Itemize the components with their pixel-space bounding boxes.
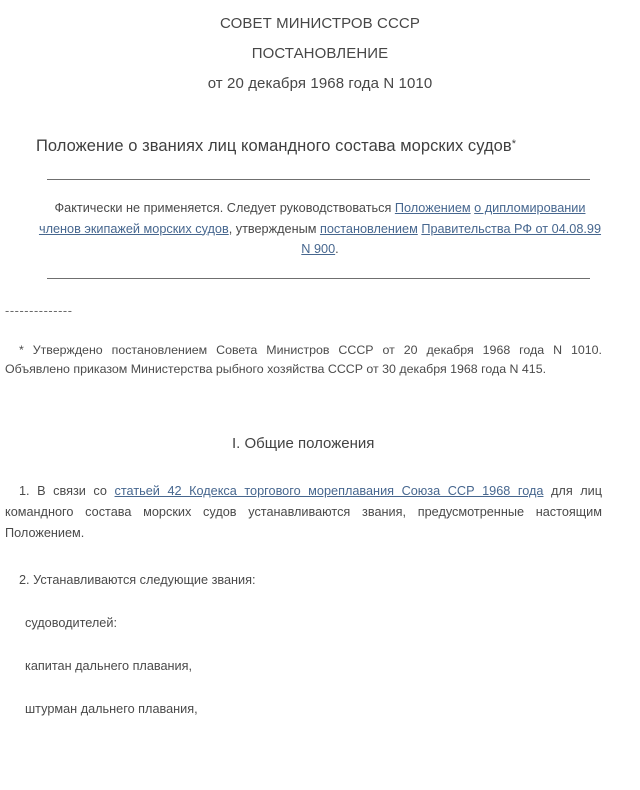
note-line2-middle: , утвержденым [228,221,320,236]
list-item: штурман дальнего плавания, [25,701,198,716]
section-heading-general-provisions: I. Общие положения [232,434,375,452]
footnote-line-2: Объявлено приказом Министерства рыбного хозяйства СССР от 30 декабря 1968 года N 415. [5,361,547,376]
note-link-diplomirovanie[interactable]: о дипломировании членов экипажей морских судов [38,201,586,236]
list-item: капитан дальнего плавания, [25,658,193,673]
header-line-doctype: ПОСТАНОВЛЕНИЕ [251,45,389,62]
note-rule-top [47,179,590,180]
note-rule-bottom [47,278,590,279]
paragraph-1-prefix: 1. В связи со [19,483,115,498]
list-item: судоводителей: [25,615,117,630]
header-line-date-number: от 20 декабря 1968 года N 1010 [207,75,433,92]
header-line-authority: СОВЕТ МИНИСТРОВ СССР [220,15,420,32]
applicability-note [0,179,640,279]
note-line3-tail: . [335,242,339,256]
paragraph-2: 2. Устанавливаются следующие звания: [19,572,256,587]
page-title [0,135,640,157]
note-link-polozhenie[interactable]: Положением [394,201,471,215]
footnote-line-1: * Утверждено постановлением Совета Министров СССР от 20 декабря 1968 года N 1010. [19,342,602,357]
paragraph-1-suffix: для лиц командного состава морских судов устанавливаются звания, предусмотренные настоящим Положением. [5,483,602,540]
paragraph-1 [0,481,640,544]
document-header [0,0,640,99]
paragraph-1-link-article-42[interactable]: статьей 42 Кодекса торгового мореплавания Союза ССР 1968 года [114,483,544,498]
note-link-pravitelstvo-rf[interactable]: Правительства РФ от 04.08.99 N 900 [301,221,602,256]
page-title-text: Положение о званиях лиц командного состава морских судов [36,137,512,155]
note-text [0,188,640,269]
dashed-separator: -------------- [5,303,73,318]
title-footnote-marker: * [511,138,517,150]
note-line1-prefix: Фактически не применяется. Следует руководствоваться [54,201,395,215]
footnote-block [0,341,640,379]
note-link-postanovlenie[interactable]: постановлением [319,221,418,236]
